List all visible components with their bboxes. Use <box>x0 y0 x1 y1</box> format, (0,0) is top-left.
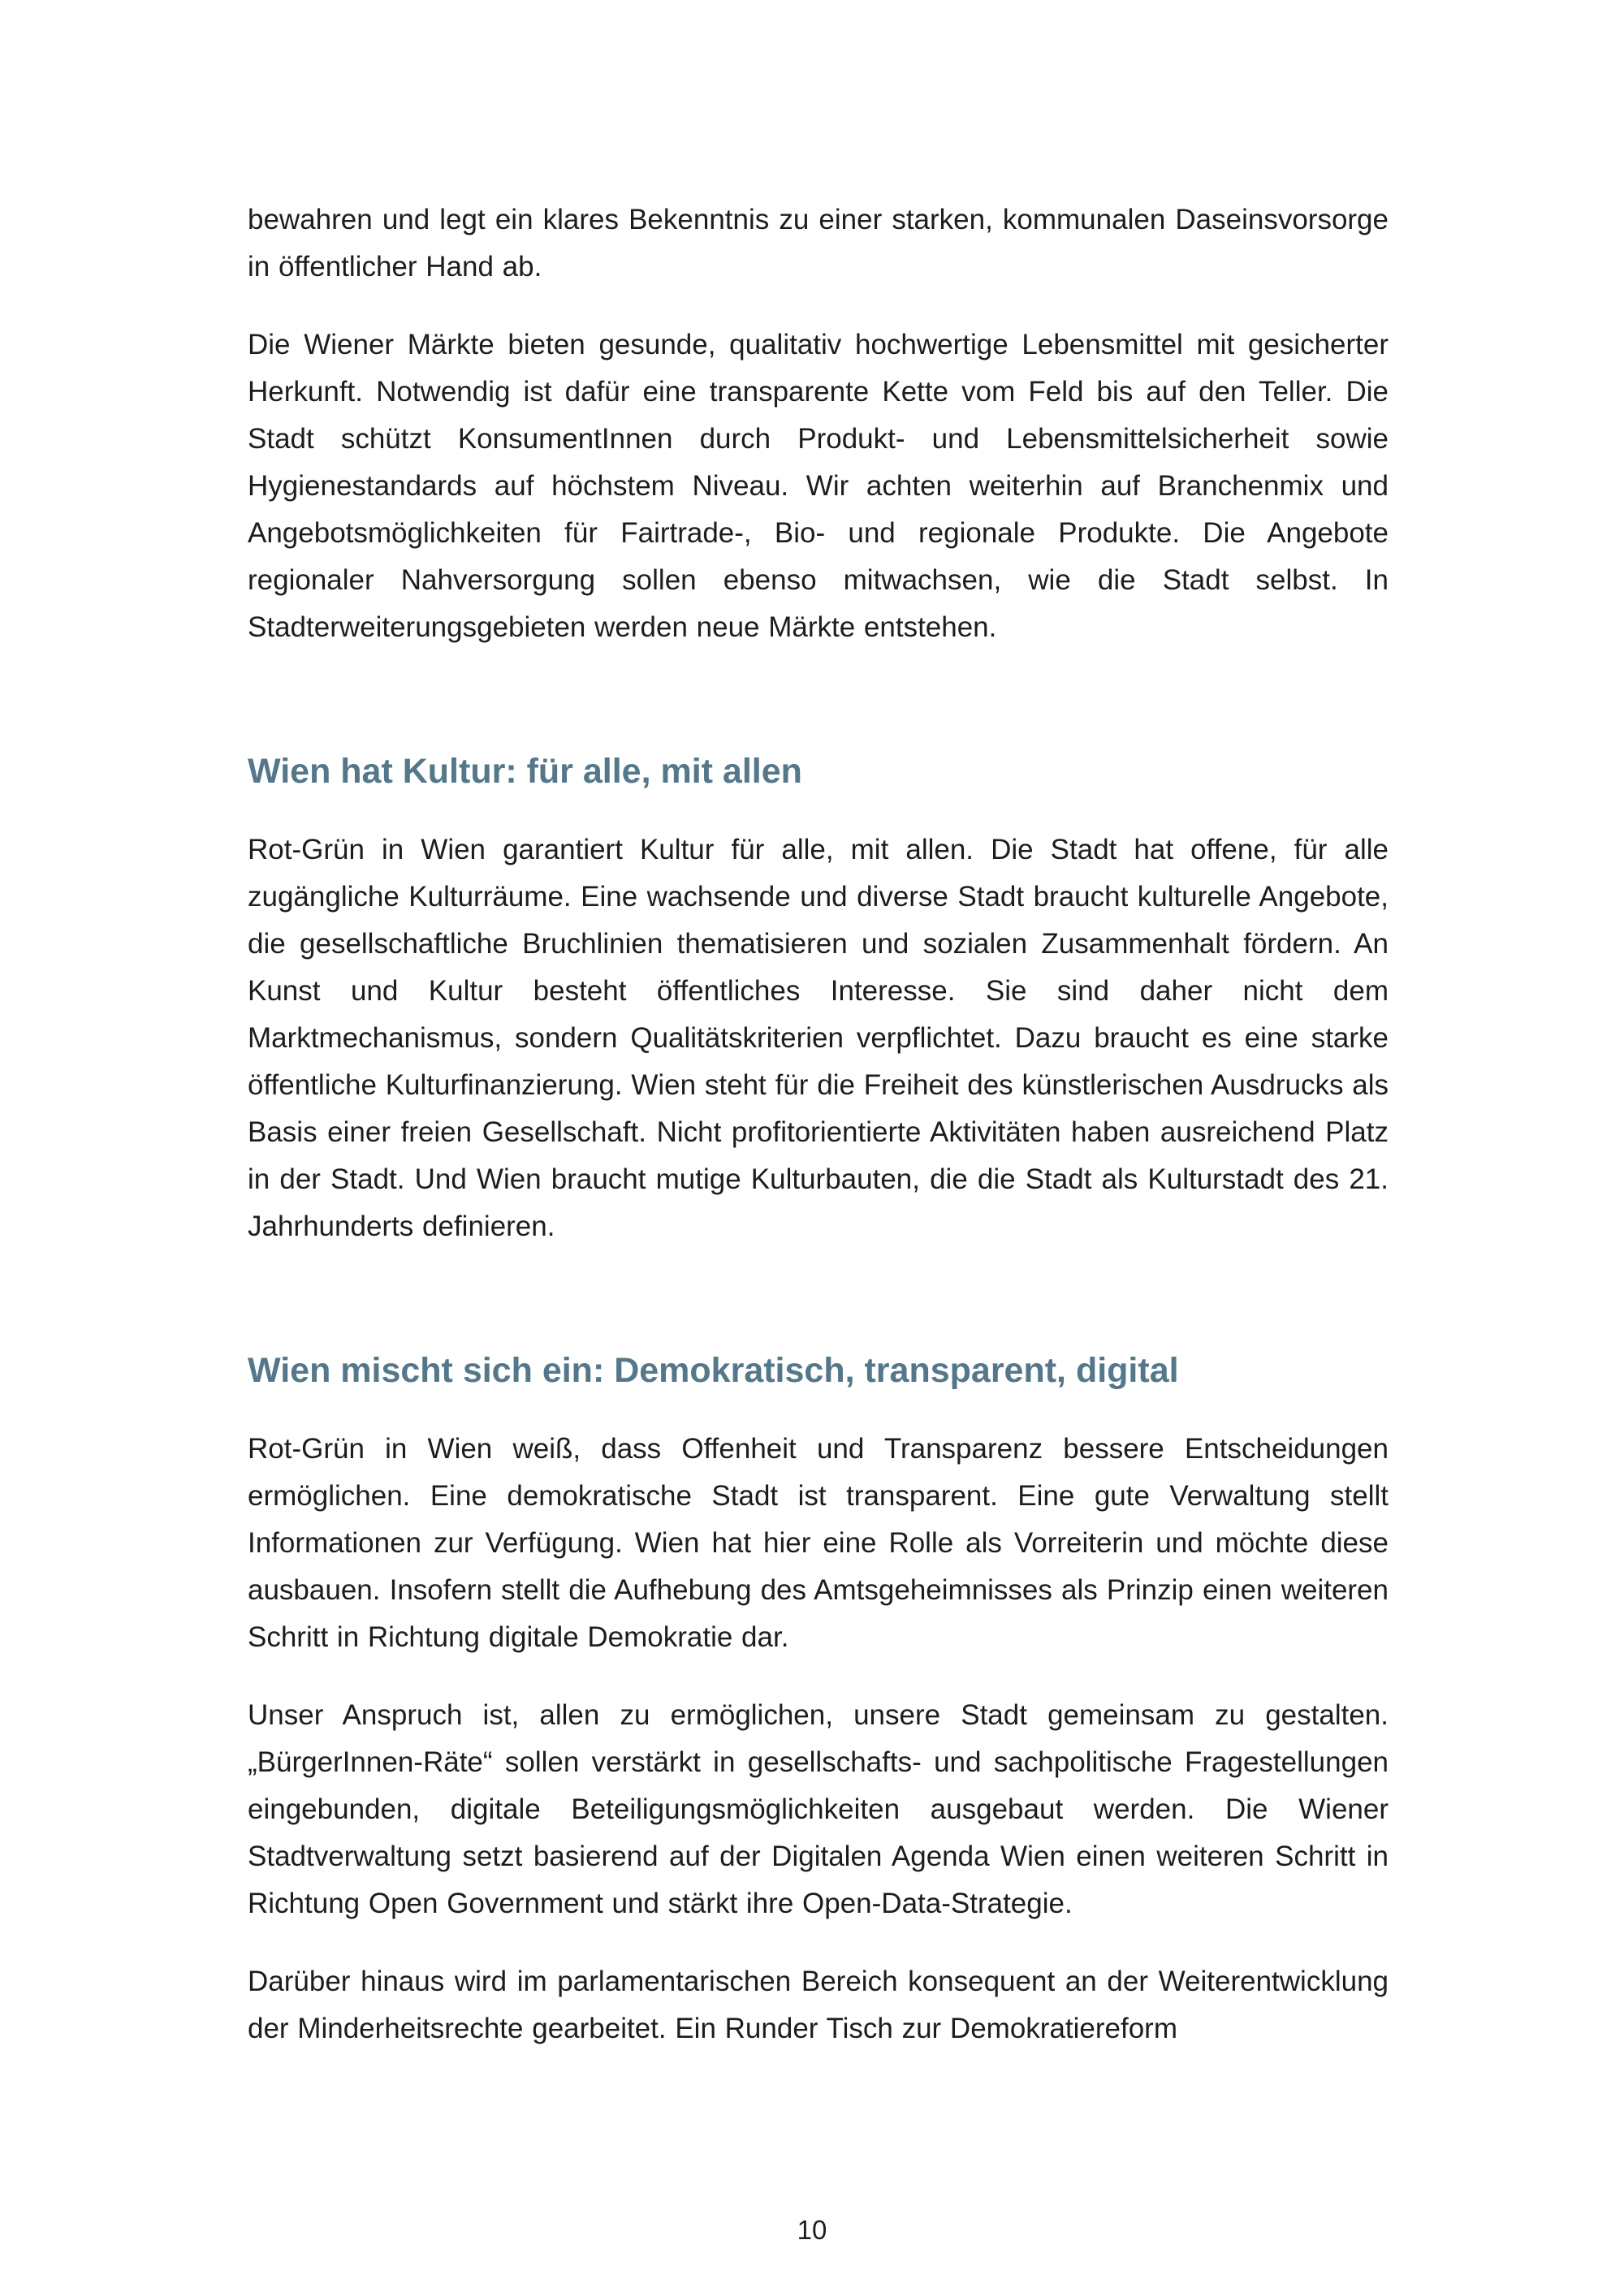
paragraph-minderheitsrechte: Darüber hinaus wird im parlamentarischen Bereich konsequent an der Weiterentwicklung der Minderheitsrechte gearbeitet. Ein Runder Tisch zur Demokratiereform <box>248 1966 1389 2044</box>
section-heading-kultur: Wien hat Kultur: für alle, mit allen <box>248 752 802 791</box>
page-number: 10 <box>797 2215 827 2245</box>
section-heading-demokratie: Wien mischt sich ein: Demokratisch, transparent, digital <box>248 1351 1179 1390</box>
paragraph-wiener-maerkte: Die Wiener Märkte bieten gesunde, qualitativ hochwertige Lebensmittel mit gesicherter Herkunft. Notwendig ist dafür eine transparente Kette vom Feld bis auf den Teller. Die Stadt schützt KonsumentInnen durch Produkt- und Lebensmittelsicherheit sowie Hygienestandards auf höchstem Niveau. Wir achten weiterhin auf Branchenmix und Angebotsmöglichkeiten für Fairtrade-, Bio- und regionale Produkte. Die Angebote regionaler Nahversorgung sollen ebenso mitwachsen, wie die Stadt selbst. In Stadterweiterungsgebieten werden neue Märkte entstehen. <box>248 329 1389 643</box>
page-content <box>248 196 1389 2083</box>
paragraph-beteiligung: Unser Anspruch ist, allen zu ermöglichen, unsere Stadt gemeinsam zu gestalten. „BürgerInnen-Räte“ sollen verstärkt in gesellschafts- und sachpolitische Fragestellungen eingebunden, digitale Beteiligungsmöglichkeiten ausgebaut werden. Die Wiener Stadtverwaltung setzt basierend auf der Digitalen Agenda Wien einen weiteren Schritt in Richtung Open Government und stärkt ihre Open-Data-Strategie. <box>248 1699 1389 1919</box>
paragraph-transparenz: Rot-Grün in Wien weiß, dass Offenheit und Transparenz bessere Entscheidungen ermöglichen. Eine demokratische Stadt ist transparent. Eine gute Verwaltung stellt Informationen zur Verfügung. Wien hat hier eine Rolle als Vorreiterin und möchte diese ausbauen. Insofern stellt die Aufhebung des Amtsgeheimnisses als Prinzip einen weiteren Schritt in Richtung digitale Demokratie dar. <box>248 1433 1389 1653</box>
paragraph-daseinsvorsorge: bewahren und legt ein klares Bekenntnis zu einer starken, kommunalen Daseinsvorsorge in öffentlicher Hand ab. <box>248 204 1389 283</box>
paragraph-kultur: Rot-Grün in Wien garantiert Kultur für alle, mit allen. Die Stadt hat offene, für alle zugängliche Kulturräume. Eine wachsende und diverse Stadt braucht kulturelle Angebote, die gesellschaftliche Bruchlinien thematisieren und sozialen Zusammenhalt fördern. An Kunst und Kultur besteht öffentliches Interesse. Sie sind daher nicht dem Marktmechanismus, sondern Qualitätskriterien verpflichtet. Dazu braucht es eine starke öffentliche Kulturfinanzierung. Wien steht für die Freiheit des künstlerischen Ausdrucks als Basis einer freien Gesellschaft. Nicht profitorientierte Aktivitäten haben ausreichend Platz in der Stadt. Und Wien braucht mutige Kulturbauten, die die Stadt als Kulturstadt des 21. Jahrhunderts definieren. <box>248 834 1389 1242</box>
